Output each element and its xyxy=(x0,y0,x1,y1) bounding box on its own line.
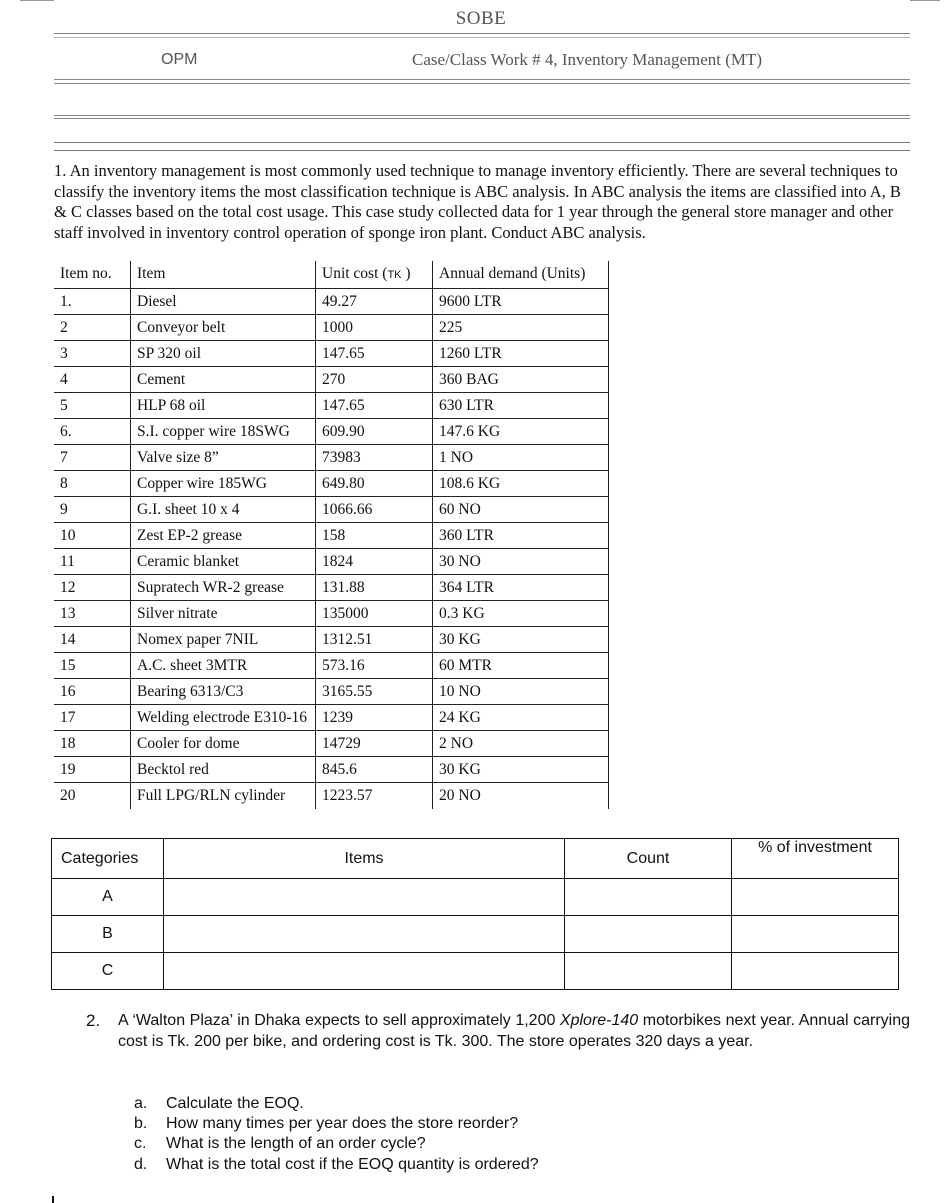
unit-cost-cell: 147.65 xyxy=(316,341,433,367)
question-2-number: 2. xyxy=(86,1011,101,1030)
subquestion-label: a. xyxy=(134,1095,148,1112)
item-no-cell: 16 xyxy=(54,679,131,705)
annual-demand-cell: 630 LTR xyxy=(433,393,609,419)
page-edge-mark xyxy=(52,1196,54,1203)
unit-cost-cell: 573.16 xyxy=(316,653,433,679)
q2-text-before: A ‘Walton Plaza’ in Dhaka expects to sell approximately 1,200 xyxy=(118,1012,560,1029)
unit-cost-cell: 1239 xyxy=(316,705,433,731)
annual-demand-cell: 1 NO xyxy=(433,445,609,471)
category-cell: A xyxy=(52,879,164,916)
item-name-cell: Welding electrode E310-16 xyxy=(131,705,316,731)
subquestion-label: c. xyxy=(134,1135,147,1153)
item-name-cell: HLP 68 oil xyxy=(131,393,316,419)
item-name-cell: Becktol red xyxy=(131,757,316,783)
inventory-row xyxy=(54,445,609,471)
item-no-cell: 20 xyxy=(54,783,131,809)
abc-analysis-table xyxy=(51,838,899,990)
unit-cost-cell: 135000 xyxy=(316,601,433,627)
annual-demand-cell: 2 NO xyxy=(433,731,609,757)
abc-table-header xyxy=(52,839,899,879)
item-no-cell: 7 xyxy=(54,445,131,471)
question-1-text: 1. An inventory management is most commonly used technique to manage inventory efficiently. There are several techniques to classify the inventory items the most classification technique is ABC analysis. In ABC analysis the items are classified into A, B & C classes based on the total cost usage. This case study collected data for 1 year through the general store manager and other staff involved in inventory control operation of sponge iron plant. Conduct ABC analysis. xyxy=(54,161,901,242)
item-no-cell: 13 xyxy=(54,601,131,627)
unit-cost-cell: 270 xyxy=(316,367,433,393)
subquestion-item xyxy=(134,1155,539,1175)
item-no-cell: 8 xyxy=(54,471,131,497)
question-2-subquestions xyxy=(134,1094,539,1175)
question-2 xyxy=(86,1011,910,1052)
subquestion-item xyxy=(134,1094,539,1114)
annual-demand-cell: 30 KG xyxy=(433,757,609,783)
subquestion-text: What is the length of an order cycle? xyxy=(166,1135,426,1153)
item-name-cell: G.I. sheet 10 x 4 xyxy=(131,497,316,523)
item-no-cell: 9 xyxy=(54,497,131,523)
annual-demand-cell: 9600 LTR xyxy=(433,289,609,315)
unit-cost-cell: 131.88 xyxy=(316,575,433,601)
item-no-cell: 4 xyxy=(54,367,131,393)
unit-cost-cell: 609.90 xyxy=(316,419,433,445)
subquestion-label: b. xyxy=(134,1115,148,1133)
unit-cost-cell: 1066.66 xyxy=(316,497,433,523)
items-cell xyxy=(164,953,565,990)
count-cell xyxy=(565,953,732,990)
item-no-cell: 14 xyxy=(54,627,131,653)
inventory-row xyxy=(54,497,609,523)
category-cell: B xyxy=(52,916,164,953)
annual-demand-cell: 1260 LTR xyxy=(433,341,609,367)
inventory-row xyxy=(54,627,609,653)
item-no-cell: 5 xyxy=(54,393,131,419)
item-no-cell: 15 xyxy=(54,653,131,679)
subquestion-item xyxy=(134,1134,539,1154)
unit-cost-close: ) xyxy=(401,265,411,282)
header-item-no: Item no. xyxy=(54,261,131,289)
subquestion-text: Calculate the EOQ. xyxy=(166,1095,304,1112)
header-count: Count xyxy=(565,839,732,879)
inventory-row xyxy=(54,419,609,445)
abc-row xyxy=(52,916,899,953)
item-name-cell: Zest EP-2 grease xyxy=(131,523,316,549)
subquestion-label: d. xyxy=(134,1155,148,1173)
inventory-row xyxy=(54,731,609,757)
q2-text-after: motorbikes next year. Annual carrying cost is Tk. 200 per bike, and ordering cost is Tk. 300. The store operates 320 days a year. xyxy=(118,1012,910,1050)
inventory-row xyxy=(54,549,609,575)
q2-model-name: Xplore-140 xyxy=(559,1012,639,1029)
item-no-cell: 10 xyxy=(54,523,131,549)
unit-cost-cell: 147.65 xyxy=(316,393,433,419)
item-name-cell: Cooler for dome xyxy=(131,731,316,757)
annual-demand-cell: 60 MTR xyxy=(433,653,609,679)
annual-demand-cell: 360 LTR xyxy=(433,523,609,549)
investment-cell xyxy=(732,879,899,916)
item-no-cell: 11 xyxy=(54,549,131,575)
question-2-text xyxy=(118,1011,910,1052)
unit-cost-cell: 1824 xyxy=(316,549,433,575)
item-no-cell: 3 xyxy=(54,341,131,367)
assignment-title: Case/Class Work # 4, Inventory Management (MT) xyxy=(412,50,763,69)
abc-row xyxy=(52,879,899,916)
abc-row xyxy=(52,953,899,990)
item-name-cell: Bearing 6313/C3 xyxy=(131,679,316,705)
unit-cost-cell: 1000 xyxy=(316,315,433,341)
header-rule-top xyxy=(54,33,910,38)
item-no-cell: 1. xyxy=(54,289,131,315)
page-corner-right xyxy=(910,0,940,1)
annual-demand-cell: 364 LTR xyxy=(433,575,609,601)
annual-demand-cell: 360 BAG xyxy=(433,367,609,393)
annual-demand-cell: 24 KG xyxy=(433,705,609,731)
unit-cost-cell: 649.80 xyxy=(316,471,433,497)
unit-cost-cell: 3165.55 xyxy=(316,679,433,705)
unit-cost-cell: 49.27 xyxy=(316,289,433,315)
item-no-cell: 17 xyxy=(54,705,131,731)
subquestion-item xyxy=(134,1114,539,1134)
course-name: OPM xyxy=(161,51,198,68)
inventory-row xyxy=(54,367,609,393)
unit-cost-cell: 14729 xyxy=(316,731,433,757)
inventory-table xyxy=(54,261,609,809)
inventory-row xyxy=(54,289,609,315)
item-no-cell: 19 xyxy=(54,757,131,783)
annual-demand-cell: 30 KG xyxy=(433,627,609,653)
item-name-cell: Diesel xyxy=(131,289,316,315)
inventory-row xyxy=(54,575,609,601)
header-rule-middle xyxy=(54,79,910,84)
inventory-row xyxy=(54,315,609,341)
annual-demand-cell: 30 NO xyxy=(433,549,609,575)
header-annual-demand: Annual demand (Units) xyxy=(433,261,609,289)
annual-demand-cell: 0.3 KG xyxy=(433,601,609,627)
inventory-row xyxy=(54,783,609,809)
annual-demand-cell: 10 NO xyxy=(433,679,609,705)
annual-demand-cell: 60 NO xyxy=(433,497,609,523)
annual-demand-cell: 108.6 KG xyxy=(433,471,609,497)
unit-cost-cell: 845.6 xyxy=(316,757,433,783)
inventory-row xyxy=(54,653,609,679)
inventory-row xyxy=(54,341,609,367)
header-categories: Categories xyxy=(52,839,164,879)
header-investment: % of investment xyxy=(732,839,899,879)
subquestion-text: What is the total cost if the EOQ quantity is ordered? xyxy=(166,1155,539,1173)
item-name-cell: Valve size 8” xyxy=(131,445,316,471)
header-unit-cost xyxy=(316,261,433,289)
item-name-cell: S.I. copper wire 18SWG xyxy=(131,419,316,445)
item-no-cell: 6. xyxy=(54,419,131,445)
inventory-row xyxy=(54,471,609,497)
annual-demand-cell: 20 NO xyxy=(433,783,609,809)
item-name-cell: Silver nitrate xyxy=(131,601,316,627)
inventory-table-header xyxy=(54,261,609,289)
annual-demand-cell: 225 xyxy=(433,315,609,341)
currency-label: TK xyxy=(387,269,402,281)
item-name-cell: Ceramic blanket xyxy=(131,549,316,575)
item-name-cell: Nomex paper 7NIL xyxy=(131,627,316,653)
item-name-cell: Cement xyxy=(131,367,316,393)
item-name-cell: Conveyor belt xyxy=(131,315,316,341)
items-cell xyxy=(164,916,565,953)
item-no-cell: 18 xyxy=(54,731,131,757)
item-no-cell: 12 xyxy=(54,575,131,601)
unit-cost-cell: 1223.57 xyxy=(316,783,433,809)
item-no-cell: 2 xyxy=(54,315,131,341)
investment-cell xyxy=(732,953,899,990)
unit-cost-cell: 1312.51 xyxy=(316,627,433,653)
item-name-cell: Full LPG/RLN cylinder xyxy=(131,783,316,809)
annual-demand-cell: 147.6 KG xyxy=(433,419,609,445)
inventory-row xyxy=(54,523,609,549)
investment-cell xyxy=(732,916,899,953)
unit-cost-label: Unit cost ( xyxy=(322,265,388,282)
count-cell xyxy=(565,916,732,953)
page-corner-left xyxy=(20,0,54,1)
header-rule-lower-2 xyxy=(54,142,910,151)
header-title: SOBE xyxy=(455,8,507,29)
unit-cost-cell: 73983 xyxy=(316,445,433,471)
count-cell xyxy=(565,879,732,916)
item-name-cell: A.C. sheet 3MTR xyxy=(131,653,316,679)
subquestion-text: How many times per year does the store reorder? xyxy=(166,1115,519,1133)
inventory-row xyxy=(54,705,609,731)
item-name-cell: Supratech WR-2 grease xyxy=(131,575,316,601)
header-items: Items xyxy=(164,839,565,879)
inventory-row xyxy=(54,393,609,419)
inventory-row xyxy=(54,679,609,705)
category-cell: C xyxy=(52,953,164,990)
inventory-row xyxy=(54,601,609,627)
item-name-cell: Copper wire 185WG xyxy=(131,471,316,497)
inventory-row xyxy=(54,757,609,783)
items-cell xyxy=(164,879,565,916)
header-item: Item xyxy=(131,261,316,289)
unit-cost-cell: 158 xyxy=(316,523,433,549)
header-rule-lower-1 xyxy=(54,115,910,119)
item-name-cell: SP 320 oil xyxy=(131,341,316,367)
